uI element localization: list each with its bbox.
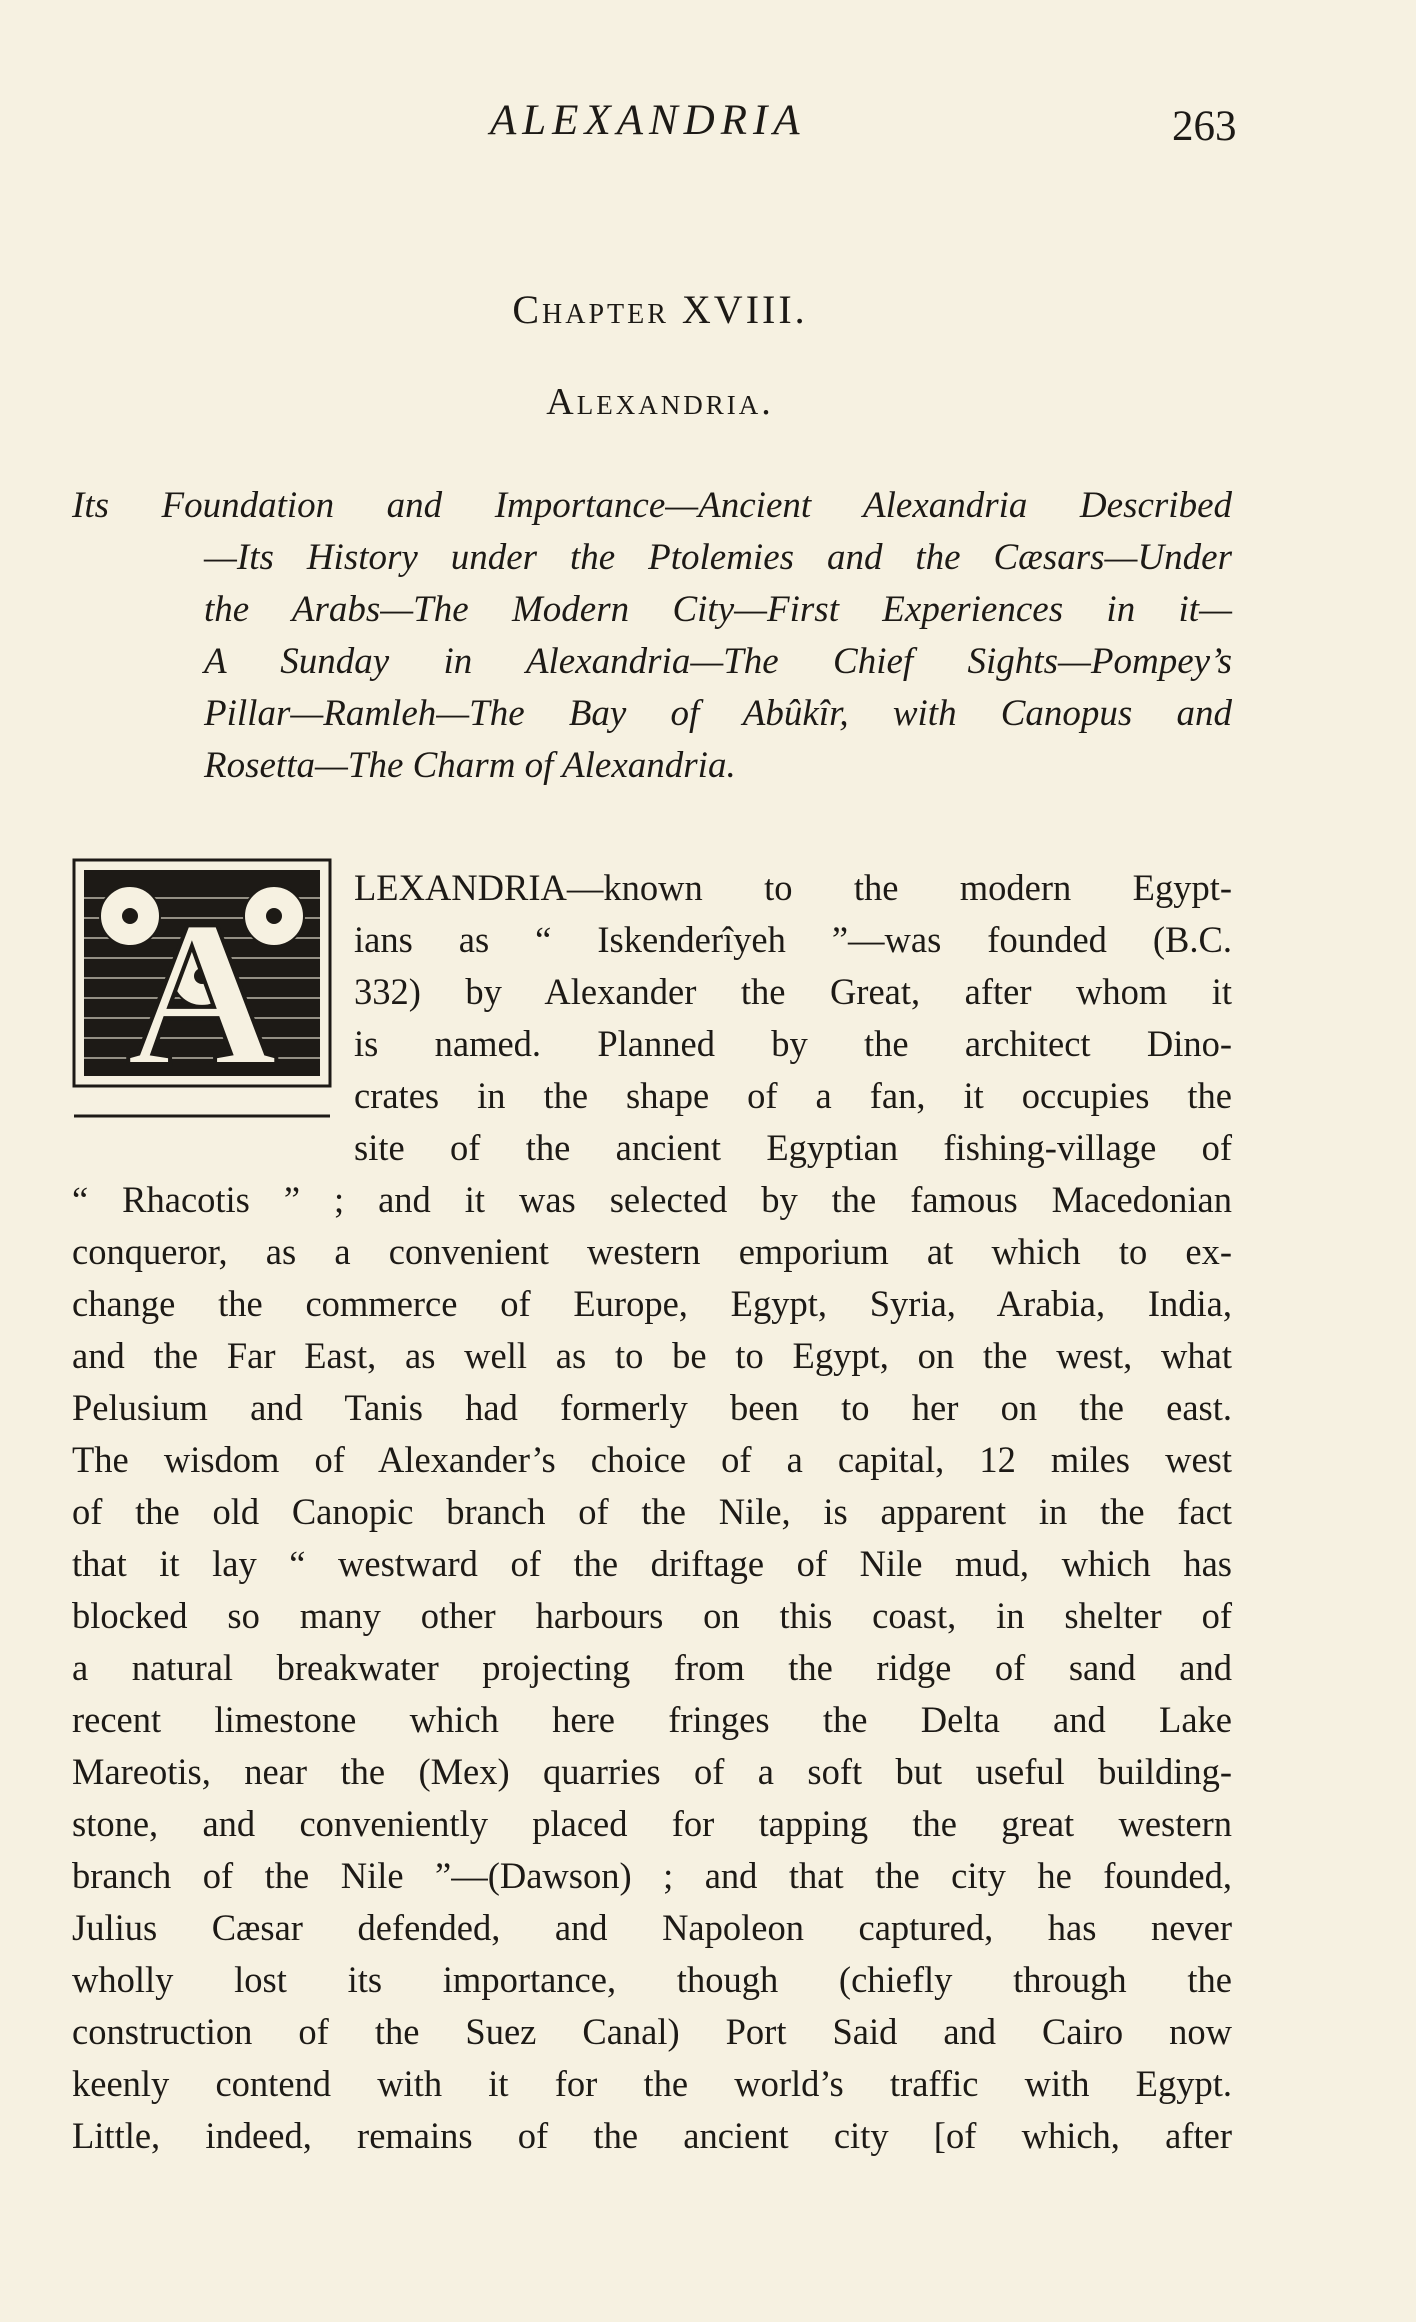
body-line: change the commerce of Europe, Egypt, Syria, Arabia, India, [72, 1283, 1232, 1324]
body-line: Julius Cæsar defended, and Napoleon captured, has never [72, 1907, 1232, 1948]
body-line: construction of the Suez Canal) Port Said and Cairo now [72, 2011, 1232, 2052]
body-text [72, 862, 1232, 2162]
body-line: ians as “ Iskenderîyeh ”—was founded (B.C. [354, 919, 1232, 960]
running-title: ALEXANDRIA [490, 97, 806, 144]
body-line: recent limestone which here fringes the Delta and Lake [72, 1699, 1232, 1740]
page-number: 263 [1172, 103, 1237, 150]
body-line: Pelusium and Tanis had formerly been to her on the east. [72, 1387, 1232, 1428]
body-line: a natural breakwater projecting from the ridge of sand and [72, 1647, 1232, 1688]
body-line: stone, and conveniently placed for tapping the great western [72, 1803, 1232, 1844]
body-line: LEXANDRIA—known to the modern Egypt- [354, 867, 1232, 908]
body-line: 332) by Alexander the Great, after whom it [354, 971, 1232, 1012]
body-line: “ Rhacotis ” ; and it was selected by the famous Macedonian [72, 1179, 1232, 1220]
body-line: The wisdom of Alexander’s choice of a capital, 12 miles west [72, 1439, 1232, 1480]
body-line: conqueror, as a convenient western emporium at which to ex- [72, 1231, 1232, 1272]
synopsis-line: A Sunday in Alexandria—The Chief Sights—Pompey’s [204, 641, 1232, 682]
body-line: that it lay “ westward of the driftage of Nile mud, which has [72, 1543, 1232, 1584]
drop-cap-letter: A [126, 878, 278, 1110]
chapter-number: Chapter XVIII. [512, 287, 808, 332]
body-line: keenly contend with it for the world’s traffic with Egypt. [72, 2063, 1232, 2104]
synopsis-line: the Arabs—The Modern City—First Experiences in it— [204, 589, 1232, 630]
chapter-synopsis [72, 480, 1232, 792]
body-line: crates in the shape of a fan, it occupies the [354, 1075, 1232, 1116]
body-line: of the old Canopic branch of the Nile, is apparent in the fact [72, 1491, 1232, 1532]
chapter-title: Alexandria. [546, 381, 774, 423]
synopsis-line: Rosetta—The Charm of Alexandria. [204, 745, 736, 786]
synopsis-line: —Its History under the Ptolemies and the Cæsars—Under [204, 537, 1232, 578]
body-line: blocked so many other harbours on this coast, in shelter of [72, 1595, 1232, 1636]
body-line: Mareotis, near the (Mex) quarries of a soft but useful building- [72, 1751, 1232, 1792]
synopsis-line: Its Foundation and Importance—Ancient Alexandria Described [72, 485, 1232, 526]
body-line: site of the ancient Egyptian fishing-village of [354, 1127, 1232, 1168]
synopsis-line: Pillar—Ramleh—The Bay of Abûkîr, with Canopus and [204, 693, 1232, 734]
body-line: and the Far East, as well as to be to Egypt, on the west, what [72, 1335, 1232, 1376]
body-line: Little, indeed, remains of the ancient city [of which, after [72, 2115, 1232, 2156]
running-head [0, 96, 1416, 156]
body-line: is named. Planned by the architect Dino- [354, 1023, 1232, 1064]
body-line: wholly lost its importance, though (chiefly through the [72, 1959, 1232, 2000]
body-line: branch of the Nile ”—(Dawson) ; and that the city he founded, [72, 1855, 1232, 1896]
